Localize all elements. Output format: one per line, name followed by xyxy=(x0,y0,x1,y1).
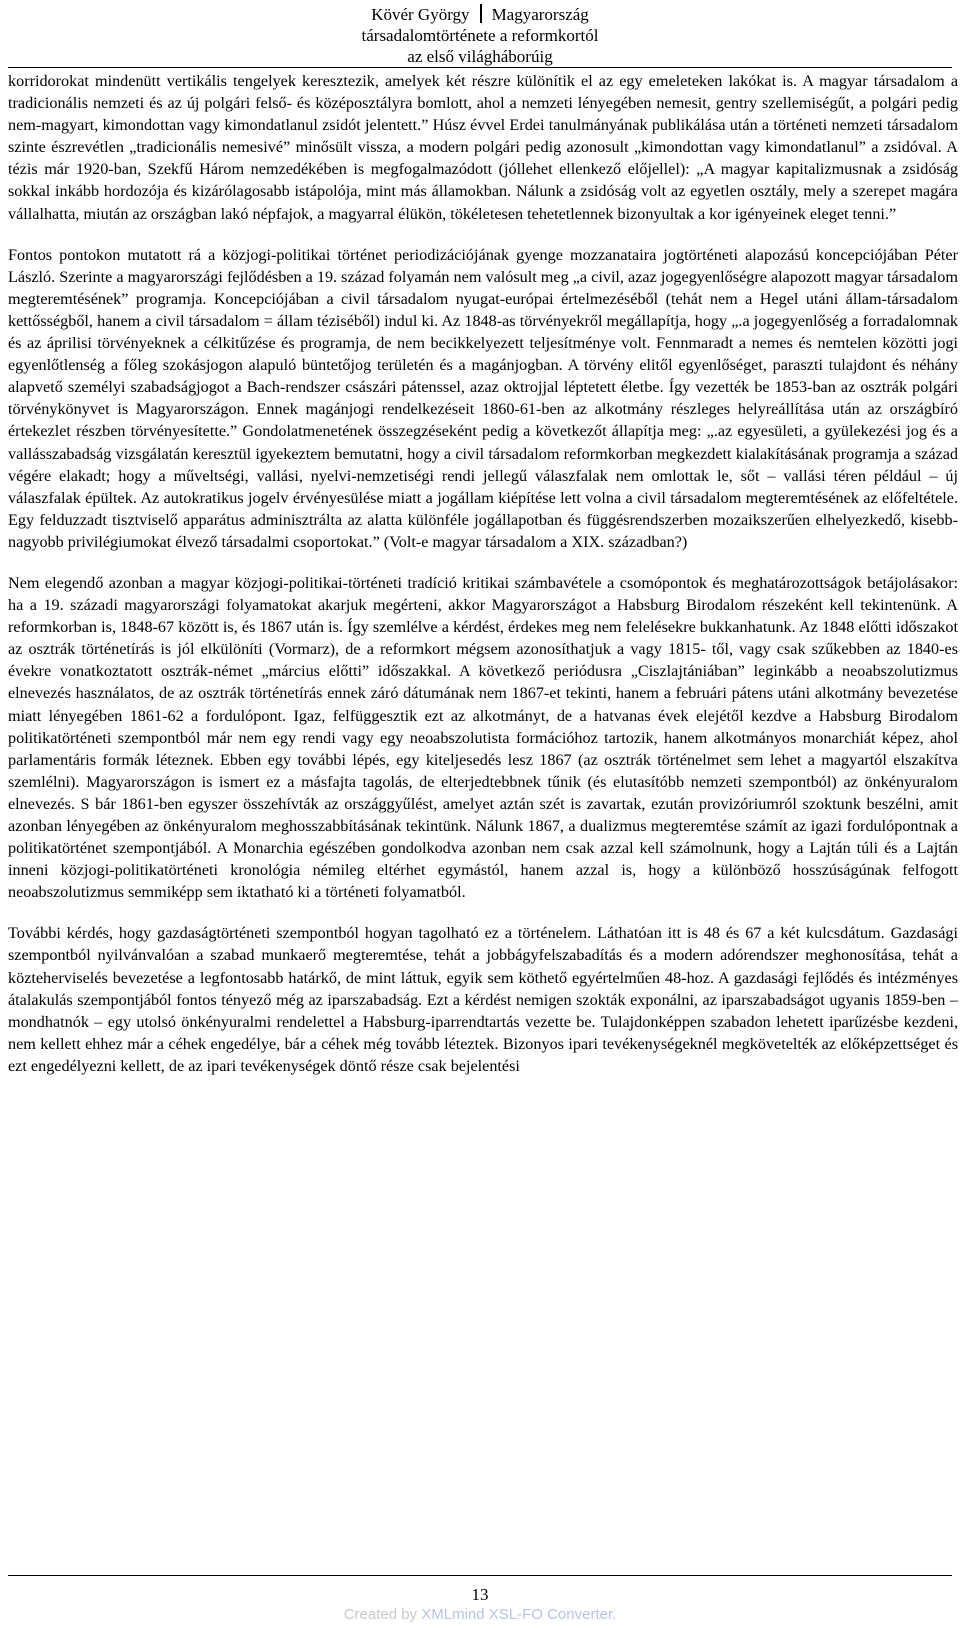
converter-link[interactable]: XMLmind XSL-FO Converter. xyxy=(421,1606,617,1623)
paragraph: Fontos pontokon mutatott rá a közjogi-politikai történet periodizációjának gyenge mozzanataira jogtörténeti alapozású koncepciójában Péter László. Szerinte a magyarországi fejlődésben a 19. század folyamán nem valósult meg „a civil, azaz jogegyenlőségre alapozott magyar társadalom megteremtésének” programja. Koncepciójában a civil társadalom nyugat-európai értelmezéséből (tehát nem a Hegel utáni állam-társadalom kettősségből, hanem a civil társadalom = állam téziséből) indul ki. Az 1848-as törvényekről megállapítja, hogy „.a jogegyenlőség a forradalomnak és az áprilisi törvényeknek a célkitűzése és programja, de nem becikkelyezett teljesítménye volt. Fennmaradt a nemes és nemtelen közötti jogi egyenlőtlenség a főleg szokásjogon alapuló büntetőjog területén és a magánjogban. A törvény elitől egyenlőséget, paraszti tulajdont és néhány alapvető személyi szabadságjogot a Bach-rendszer császári pátenssel, azaz oktrojjal léptetett életbe. Így vezették be 1853-ban az osztrák polgári törvénykönyvet is Magyarországon. Ennek magánjogi rendelkezéseit 1860-61-ben az alkotmány részleges helyreállítása után az országbíró értekezlet részben törvényesítette.” Gondolatmenetének összegzéseként pedig a következőt állapítja meg: „.az egyesületi, a gyülekezési jog és a vallásszabadság vizsgálatán keresztül igyekeztem bemutatni, hogy a civil társadalom reformkorban megkezdett kialakításának programja a század végére elakadt; hogy a műveltségi, vallási, nyelvi-nemzetiségi rendi jellegű válaszfalak nem omlottak le, sőt – vallási téren például – új válaszfalak épültek. Az autokratikus jogelv érvényesülése miatt a jogállam kiépítése lett volna a civil társadalom megteremtésének az előfeltétele. Egy felduzzadt tisztviselő apparátus adminisztrálta az alatta különféle jogállapotban és függésrendszerben mozaikszerűen elhelyezkedő, kisebb-nagyobb privilégiumokat élvező társadalmi csoportokat.” (Volt-e magyar társadalom a XIX. században?) xyxy=(8,245,958,551)
header-title-line3: az első világháborúig xyxy=(407,47,553,66)
header-author: Kövér György xyxy=(371,5,470,24)
paragraph: További kérdés, hogy gazdaságtörténeti szempontból hogyan tagolható ez a történelem. Láthatóan itt is 48 és 67 a két kulcsdátum. Gazdasági szempontból nyilvánvalóan a szabad munkaerő megteremtése, tehát a jobbágyfelszabadítás és a modern adórendszer meghonosítása, tehát a közteherviselés bevezetése a legfontosabb határkő, de mint láttuk, egyik sem köthető egyértelműen 48-hoz. A gazdasági fejlődés és intézményes átalakulás szempontjából fontos tényező még az iparszabadság. Ezt a kérdést nemigen szokták exponálni, az iparszabadságot ugyanis 1859-ben – mondhatnók – egy utolsó önkényuralmi rendelettel a Habsburg-iparrendtartás vezette be. Tulajdonképpen szabadon lehetett iparűzésbe kezdeni, nem kellett ehhez már a céhek engedélye, bár a céhek még tovább léteztek. Bizonyos ipari tevékenységeknél megkövetelték az előképzettséget és ezt engedélyezni kellett, de az ipari tevékenységek döntő része csak bejelentési xyxy=(8,924,958,1075)
page-number: 13 xyxy=(471,1585,489,1604)
body-text xyxy=(8,70,958,1096)
header-rule xyxy=(8,67,952,68)
running-header xyxy=(0,4,960,67)
header-separator xyxy=(480,4,482,23)
header-first-line xyxy=(371,4,589,25)
paragraph: Nem elegendő azonban a magyar közjogi-politikai-történeti tradíció kritikai számbavétele a csomópontok és meghatározottságok betájolásakor: ha a 19. századi magyarországi folyamatokat akarjuk megérteni, akkor Magyarországot a Habsburg Birodalom részeként kell tekintenünk. A reformkorban is, 1848-67 között is, és 1867 után is. Így szemlélve a kérdést, érdekes meg nem felelésekre bukkanhatunk. Az 1848 előtti időszakot az osztrák történetírás is jól elkülöníti (Vormarz), de a reformkort mégsem azonosíthatjuk a vagy 1815- től, vagy csak szűkebben az 1840-es évekre vonatkoztatott osztrák-német „március előtti” időszakkal. A következő periódusra „Ciszlajtániában” leginkább a neoabszolutizmus elnevezés használatos, de az osztrák történetírás ennek záró dátumának nem 1867-et tekinti, hanem a februári pátens utáni alkotmány bevezetése miatt lényegében 1861-62 a fordulópont. Igaz, felfüggesztik ezt az alkotmányt, de a hatvanas évek elejétől kezdve a Habsburg Birodalom politikatörténeti szempontból már nem egy rendi vagy egy neoabszolutista formációhoz tartozik, hanem alkotmányos monarchiát képez, ahol parlamentáris formák léteznek. Ebben egy további lépés, egy kiteljesedés lesz 1867 (az osztrák történelmet sem lehet a magyartól elszakítva szemlélni). Magyarországon is ismert ez a másfajta tagolás, de elterjedtebbnek tűnik (és elutasítóbb nemzeti szempontból) az önkényuralom elnevezés. S bár 1861-ben egyszer összehívták az országgyűlést, amelyet aztán szét is zavartak, ezután provizóriumról szoktunk beszélni, amit azonban lényegében az önkényuralom meghosszabbításának tekintünk. Nálunk 1867, a dualizmus megteremtése számít az igazi fordulópontnak a politikatörténet szempontjából. A Monarchia egészében gondolkodva azonban nem csak azzal kell számolnunk, hogy a Lajtán túli és a Lajtán inneni közjogi-politikatörténeti kronológia némileg eltérhet egymástól, hanem azzal is, hogy a különböző hosszúságúnak felfogott neoabszolutizmus semmiképp sem iktatható ki a történeti folyamatból. xyxy=(8,573,958,902)
footer-rule xyxy=(8,1575,952,1576)
paragraph: korridorokat mindenütt vertikális tengelyek keresztezik, amelyek két részre különítik el az egy emeleteken lakókat is. A magyar társadalom a tradicionális nemzeti és az új polgári felső- és középosztályra bomlott, ahol a nemzeti lényegében nemesit, gentry szellemiségűt, a polgári pedig nem-magyart, kimondottan vagy kimondatlanul zsidót jelentett.” Húsz évvel Erdei tanulmányának publikálása után a történeti nemzeti társadalom szinte észrevétlen „tradicionális nemesivé” minősült vissza, a modern polgári pedig azonosult „kimondottan vagy kimondatlanul” a zsidóval. A tézis már 1920-ban, Szekfű Három nemzedékében is megfogalmazódott (jóllehet ellenkező előjellel): „A magyar kapitalizmusnak a zsidóság sokkal inkább hordozója és kizárólagosabb istápolója, mint más államokban. Nálunk a zsidóság volt az egyetlen osztály, mely a szerepet magára vállalhatta, miután az országban lakó népfajok, a magyarral élükön, tökéletesen tehetetlennek bizonyultak a kor igényeinek eleget tenni.” xyxy=(8,72,958,223)
header-title-line1: Magyarország xyxy=(491,5,589,24)
created-by-text: Created by xyxy=(343,1606,422,1623)
converter-footer xyxy=(0,1606,960,1623)
header-title-line2: társadalomtörténete a reformkortól xyxy=(361,26,599,45)
